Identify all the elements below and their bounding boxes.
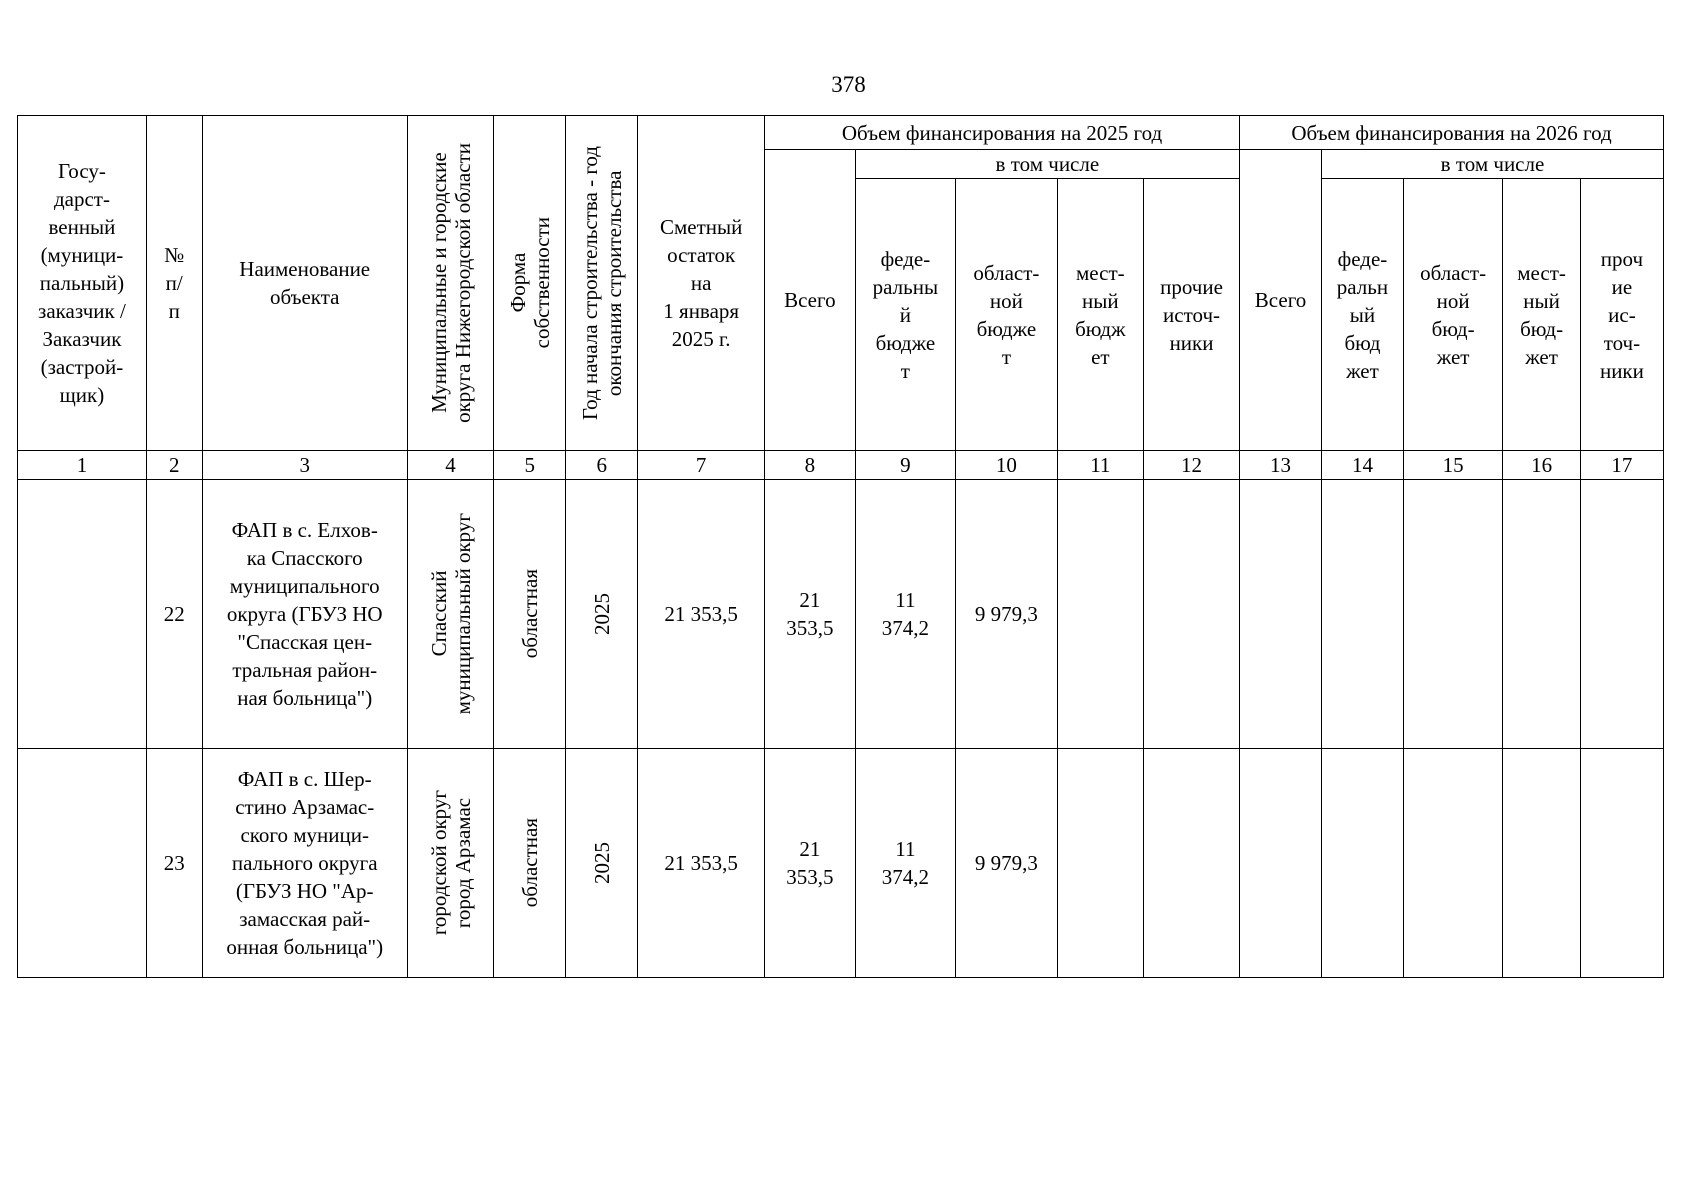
cell-oth-2026 xyxy=(1580,480,1663,749)
column-number: 6 xyxy=(566,451,638,480)
text-line: источ- xyxy=(1163,302,1221,327)
column-number: 12 xyxy=(1143,451,1239,480)
cell-num: 23 xyxy=(146,749,202,978)
column-number: 4 xyxy=(407,451,493,480)
text-line: собственности xyxy=(529,217,554,349)
column-number: 10 xyxy=(956,451,1058,480)
column-number: 11 xyxy=(1057,451,1143,480)
text-line: ый xyxy=(1349,302,1376,327)
text-line: ральн xyxy=(1336,274,1389,299)
column-number: 14 xyxy=(1322,451,1404,480)
text-line: ФАП в с. Елхов- xyxy=(231,518,378,542)
text-line: остаток xyxy=(667,243,736,267)
text-line: 374,2 xyxy=(881,865,930,889)
cell-customer xyxy=(18,480,147,749)
text-line: ие xyxy=(1611,274,1633,299)
column-number: 9 xyxy=(855,451,955,480)
text-line: на xyxy=(690,271,712,295)
column-number: 16 xyxy=(1503,451,1581,480)
financing-table xyxy=(17,115,1664,978)
text-line: Год начала строительства - год xyxy=(577,145,602,421)
text-line: ка Спасского xyxy=(246,546,363,570)
text-line: ной xyxy=(989,288,1023,313)
header-municipality xyxy=(407,116,493,451)
text-line: ники xyxy=(1169,330,1214,355)
text-line: Наименование xyxy=(239,257,371,281)
cell-object-name xyxy=(202,480,407,749)
text-line: город Арзамас xyxy=(450,797,475,929)
header-reg-2025 xyxy=(956,179,1058,451)
cell-loc-2025 xyxy=(1057,749,1143,978)
cell-object-name xyxy=(202,749,407,978)
header-ownership xyxy=(494,116,566,451)
text-line: окончания строительства xyxy=(601,170,626,396)
cell-num: 22 xyxy=(146,480,202,749)
text-line: феде- xyxy=(1337,246,1388,271)
text-line: Спасский xyxy=(426,571,451,657)
text-line: стино Арзамас- xyxy=(235,795,375,819)
text-line: бюдже xyxy=(976,316,1037,341)
cell-fed-2025 xyxy=(855,749,955,978)
text-line: щик) xyxy=(59,383,105,407)
text-line: 11 xyxy=(895,837,916,861)
text-line: пального округа xyxy=(231,851,378,875)
header-including-2025: в том числе xyxy=(855,150,1239,179)
column-number: 3 xyxy=(202,451,407,480)
text-line: бюд- xyxy=(1520,316,1564,341)
text-line: мест- xyxy=(1076,260,1125,285)
text-line: онная больница") xyxy=(226,935,384,959)
text-line: (ГБУЗ НО "Ар- xyxy=(235,879,374,903)
text-line: городской округ xyxy=(426,790,451,936)
text-line: ная больница") xyxy=(237,686,373,710)
text-line: 2025 г. xyxy=(671,327,731,351)
text-line: бюдж xyxy=(1075,316,1126,341)
text-line: № xyxy=(164,243,185,267)
cell-fed-2026 xyxy=(1322,749,1404,978)
text-line: точ- xyxy=(1603,330,1641,355)
text-line: бюд- xyxy=(1431,316,1475,341)
column-number: 8 xyxy=(765,451,856,480)
header-estimate xyxy=(638,116,765,451)
text-line: мест- xyxy=(1517,260,1566,285)
cell-reg-2026 xyxy=(1403,749,1502,978)
text-line: замасская рай- xyxy=(239,907,371,931)
header-total-2026: Всего xyxy=(1240,150,1322,451)
cell-municipality xyxy=(407,749,493,978)
text-line: Муниципальные и городские xyxy=(426,152,451,414)
text-line: (застрой- xyxy=(40,355,124,379)
text-line: венный xyxy=(48,215,116,239)
header-loc-2025 xyxy=(1057,179,1143,451)
cell-loc-2026 xyxy=(1503,749,1581,978)
text-line: объекта xyxy=(269,285,340,309)
header-customer xyxy=(18,116,147,451)
cell-fed-2025 xyxy=(855,480,955,749)
text-line: бюд xyxy=(1344,330,1381,355)
column-number: 13 xyxy=(1240,451,1322,480)
text-line: 21 xyxy=(799,588,821,612)
column-numbers-row xyxy=(18,451,1664,480)
text-line: 353,5 xyxy=(786,865,834,889)
text-line: Госу- xyxy=(58,159,106,183)
text-line: п/ xyxy=(165,271,183,295)
text-line: пальный) xyxy=(39,271,125,295)
cell-estimate: 21 353,5 xyxy=(638,480,765,749)
column-number: 7 xyxy=(638,451,765,480)
cell-ownership: областная xyxy=(494,480,566,749)
header-including-2026: в том числе xyxy=(1322,150,1664,179)
text-line: 374,2 xyxy=(881,616,930,640)
text-line: ной xyxy=(1436,288,1470,313)
text-line: дарст- xyxy=(53,187,110,211)
cell-years: 2025 xyxy=(566,749,638,978)
text-line: ники xyxy=(1599,358,1644,383)
header-oth-2026 xyxy=(1580,179,1663,451)
text-line: т xyxy=(900,358,910,383)
cell-municipality xyxy=(407,480,493,749)
cell-total-2026 xyxy=(1240,480,1322,749)
header-fin-2026: Объем финансирования на 2026 год xyxy=(1240,116,1664,150)
table-row xyxy=(18,480,1664,749)
cell-reg-2025: 9 979,3 xyxy=(956,749,1058,978)
column-number: 15 xyxy=(1403,451,1502,480)
text-line: Форма xyxy=(505,253,530,313)
text-line: област- xyxy=(1420,260,1487,285)
text-line: заказчик / xyxy=(38,299,126,323)
text-line: ФАП в с. Шер- xyxy=(237,767,372,791)
column-number: 2 xyxy=(146,451,202,480)
column-number: 5 xyxy=(494,451,566,480)
cell-estimate: 21 353,5 xyxy=(638,749,765,978)
text-line: й xyxy=(899,302,912,327)
cell-loc-2026 xyxy=(1503,480,1581,749)
text-line: феде- xyxy=(880,246,931,271)
header-num xyxy=(146,116,202,451)
text-line: 353,5 xyxy=(786,616,834,640)
cell-ownership: областная xyxy=(494,749,566,978)
cell-reg-2025: 9 979,3 xyxy=(956,480,1058,749)
header-name xyxy=(202,116,407,451)
cell-total-2026 xyxy=(1240,749,1322,978)
header-years xyxy=(566,116,638,451)
cell-total-2025 xyxy=(765,480,856,749)
header-row-1 xyxy=(18,116,1664,150)
cell-fed-2026 xyxy=(1322,480,1404,749)
text-line: (муници- xyxy=(40,243,124,267)
text-line: округа Нижегородской области xyxy=(450,143,475,423)
text-line: п xyxy=(168,299,180,323)
text-line: ральны xyxy=(872,274,939,299)
cell-reg-2026 xyxy=(1403,480,1502,749)
text-line: Сметный xyxy=(659,215,743,239)
text-line: округа (ГБУЗ НО xyxy=(226,602,383,626)
table-row xyxy=(18,749,1664,978)
text-line: ис- xyxy=(1608,302,1636,327)
cell-loc-2025 xyxy=(1057,480,1143,749)
cell-oth-2025 xyxy=(1143,749,1239,978)
text-line: прочие xyxy=(1160,274,1223,299)
text-line: ского муници- xyxy=(240,823,369,847)
cell-customer xyxy=(18,749,147,978)
header-oth-2025 xyxy=(1143,179,1239,451)
text-line: проч xyxy=(1600,246,1644,271)
text-line: 1 января xyxy=(663,299,740,323)
header-fed-2025 xyxy=(855,179,955,451)
text-line: тральная район- xyxy=(232,658,378,682)
column-number: 1 xyxy=(18,451,147,480)
text-line: жет xyxy=(1436,344,1470,369)
text-line: "Спасская цен- xyxy=(237,630,373,654)
cell-total-2025 xyxy=(765,749,856,978)
text-line: муниципального xyxy=(229,574,380,598)
text-line: жет xyxy=(1346,358,1379,383)
text-line: жет xyxy=(1525,344,1558,369)
page-number: 378 xyxy=(831,72,866,97)
text-line: ный xyxy=(1523,288,1560,313)
text-line: бюдже xyxy=(875,330,936,355)
text-line: ный xyxy=(1082,288,1119,313)
text-line: ет xyxy=(1091,344,1110,369)
text-line: т xyxy=(1001,344,1011,369)
cell-oth-2025 xyxy=(1143,480,1239,749)
text-line: 21 xyxy=(799,837,821,861)
cell-years: 2025 xyxy=(566,480,638,749)
text-line: област- xyxy=(973,260,1040,285)
text-line: Заказчик xyxy=(42,327,122,351)
header-total-2025: Всего xyxy=(765,150,856,451)
text-line: муниципальный округ xyxy=(450,513,475,715)
column-number: 17 xyxy=(1580,451,1663,480)
header-reg-2026 xyxy=(1403,179,1502,451)
text-line: 11 xyxy=(895,588,916,612)
header-loc-2026 xyxy=(1503,179,1581,451)
header-fin-2025: Объем финансирования на 2025 год xyxy=(765,116,1240,150)
header-fed-2026 xyxy=(1322,179,1404,451)
cell-oth-2026 xyxy=(1580,749,1663,978)
